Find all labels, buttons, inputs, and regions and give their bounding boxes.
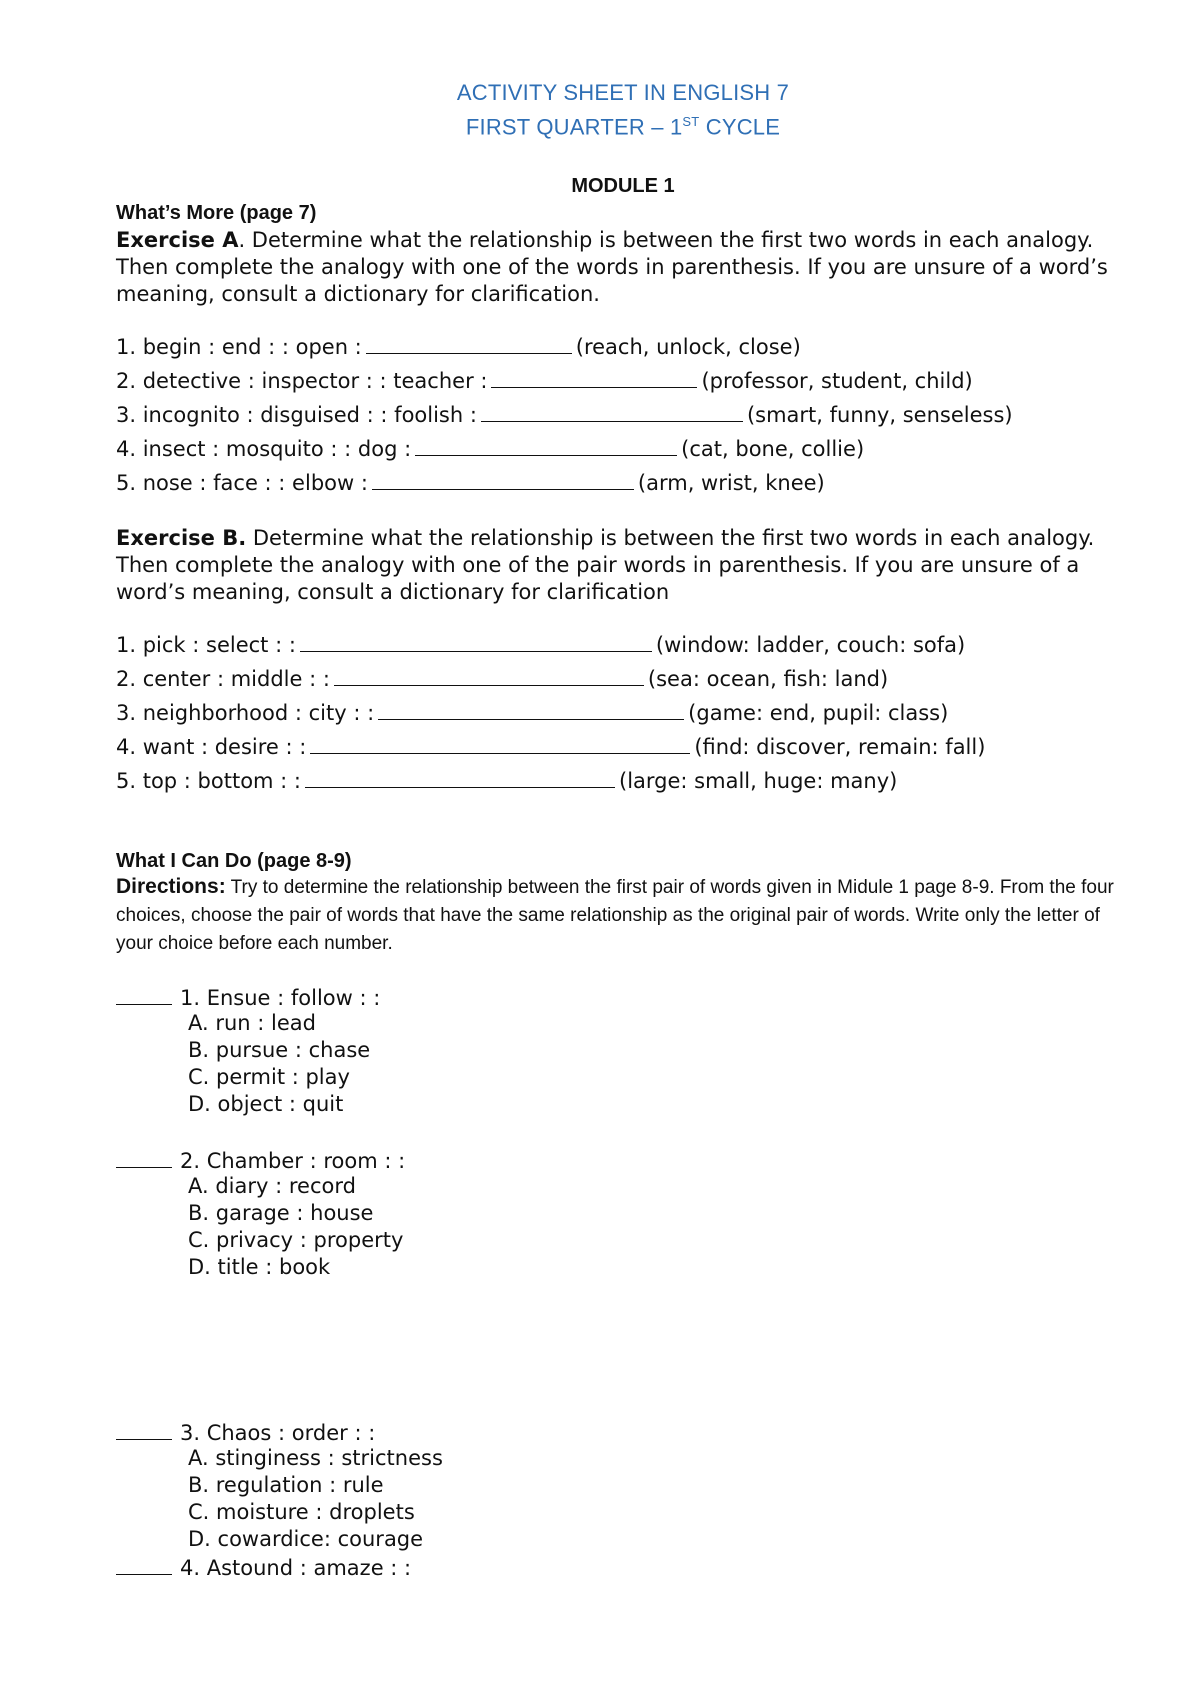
question-item: 1. Ensue : follow : :: [116, 984, 380, 1010]
exercise-b-item: 5. top : bottom : : (large: small, huge: many): [116, 769, 898, 793]
exercise-b-item: 4. want : desire : : (find: discover, remain: fall): [116, 735, 986, 759]
answer-blank[interactable]: [116, 1147, 172, 1168]
exercise-a-item: 1. begin : end : : open : (reach, unlock, close): [116, 335, 801, 359]
option: B. regulation : rule: [188, 1473, 384, 1497]
answer-blank[interactable]: [491, 367, 697, 388]
option: C. moisture : droplets: [188, 1500, 415, 1524]
answer-blank[interactable]: [310, 733, 690, 754]
option: A. run : lead: [188, 1011, 316, 1035]
option: A. diary : record: [188, 1174, 356, 1198]
answer-blank[interactable]: [415, 435, 677, 456]
exercise-b-item: 1. pick : select : : (window: ladder, couch: sofa): [116, 633, 966, 657]
option: C. permit : play: [188, 1065, 350, 1089]
exercise-a-instructions: Exercise A. Determine what the relationship is between the first two words in each analogy. Then complete the analogy with one of the words in parenthesis. If you are unsure of a word’s meaning, consult a dictionary for clarification.: [116, 228, 1108, 306]
answer-blank[interactable]: [116, 1419, 172, 1440]
answer-blank[interactable]: [300, 631, 652, 652]
exercise-b-item: 2. center : middle : : (sea: ocean, fish: land): [116, 667, 889, 691]
whats-more-heading: What’s More (page 7): [116, 202, 317, 224]
sheet-subtitle: FIRST QUARTER – 1ST CYCLE: [465, 114, 781, 140]
option: A. stinginess : strictness: [188, 1446, 443, 1470]
answer-blank[interactable]: [334, 665, 644, 686]
module-heading: MODULE 1: [571, 175, 675, 197]
option: C. privacy : property: [188, 1228, 404, 1252]
option: D. title : book: [188, 1255, 331, 1279]
exercise-a-item: 4. insect : mosquito : : dog : (cat, bone, collie): [116, 437, 865, 461]
answer-blank[interactable]: [366, 333, 572, 354]
answer-blank[interactable]: [378, 699, 684, 720]
answer-blank[interactable]: [481, 401, 743, 422]
exercise-a-item: 2. detective : inspector : : teacher : (professor, student, child): [116, 369, 973, 393]
directions: Directions: Try to determine the relationship between the first pair of words given in Midule 1 page 8-9. From the four choices, choose the pair of words that have the same relationship as the original pair of words. Write only the letter of your choice before each number.: [116, 875, 1114, 954]
answer-blank[interactable]: [372, 469, 634, 490]
answer-blank[interactable]: [116, 1554, 172, 1575]
answer-blank[interactable]: [116, 984, 172, 1005]
question-item: 3. Chaos : order : :: [116, 1419, 375, 1445]
option: B. pursue : chase: [188, 1038, 371, 1062]
exercise-b-instructions: Exercise B. Determine what the relationship is between the first two words in each analogy. Then complete the analogy with one of the pair words in parenthesis. If you are unsure of a word’s meaning, consult a dictionary for clarification: [116, 526, 1095, 604]
option: D. cowardice: courage: [188, 1527, 424, 1551]
exercise-a-item: 5. nose : face : : elbow : (arm, wrist, knee): [116, 471, 825, 495]
what-i-can-do-heading: What I Can Do (page 8-9): [116, 850, 352, 872]
question-item: 4. Astound : amaze : :: [116, 1554, 411, 1580]
option: D. object : quit: [188, 1092, 344, 1116]
option: B. garage : house: [188, 1201, 374, 1225]
answer-blank[interactable]: [305, 767, 615, 788]
question-item: 2. Chamber : room : :: [116, 1147, 405, 1173]
sheet-title: ACTIVITY SHEET IN ENGLISH 7: [456, 80, 790, 105]
exercise-b-item: 3. neighborhood : city : : (game: end, pupil: class): [116, 701, 949, 725]
exercise-a-item: 3. incognito : disguised : : foolish : (smart, funny, senseless): [116, 403, 1013, 427]
